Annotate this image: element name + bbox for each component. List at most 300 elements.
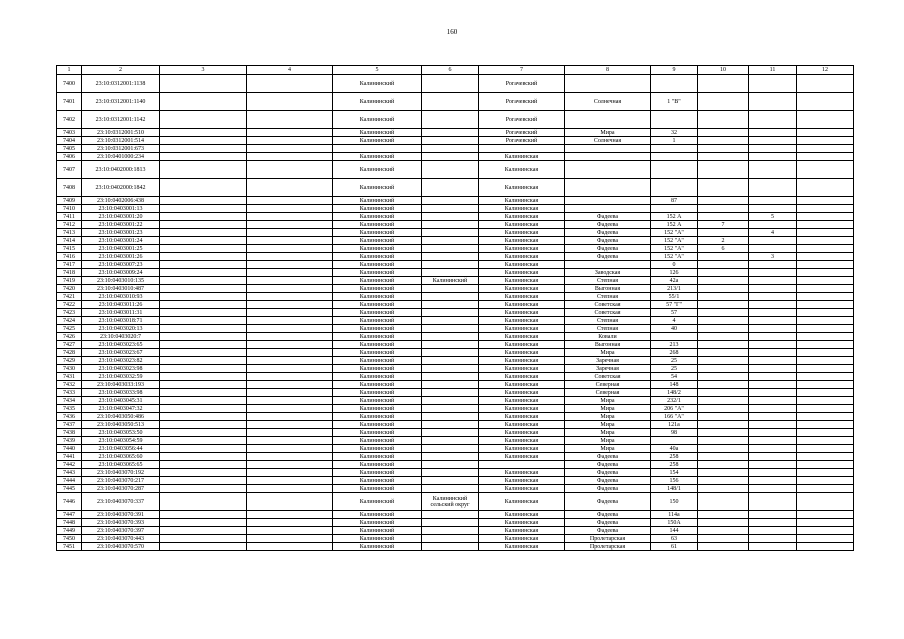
table-cell: 23:10:0312001:1138 bbox=[82, 75, 160, 93]
table-cell: Калининская bbox=[479, 333, 565, 341]
table-cell bbox=[422, 317, 479, 325]
table-cell: Выгонная bbox=[565, 285, 651, 293]
table-cell: Калининский bbox=[333, 421, 422, 429]
table-cell bbox=[247, 341, 333, 349]
table-cell: Калининский bbox=[333, 137, 422, 145]
table-cell: 7 bbox=[698, 221, 749, 229]
table-row bbox=[57, 237, 854, 245]
table-cell: 0 bbox=[651, 261, 698, 269]
table-cell bbox=[749, 405, 797, 413]
table-cell bbox=[749, 527, 797, 535]
table-row bbox=[57, 229, 854, 237]
table-cell: 87 bbox=[651, 197, 698, 205]
table-cell bbox=[797, 111, 854, 129]
table-cell bbox=[698, 445, 749, 453]
table-cell bbox=[247, 75, 333, 93]
table-cell: 61 bbox=[651, 543, 698, 551]
table-cell bbox=[749, 317, 797, 325]
table-cell: 23:10:0403070:217 bbox=[82, 477, 160, 485]
table-cell: Калининский bbox=[333, 153, 422, 161]
table-cell bbox=[698, 93, 749, 111]
table-cell: Мира bbox=[565, 397, 651, 405]
table-cell bbox=[422, 485, 479, 493]
table-cell: 232/1 bbox=[651, 397, 698, 405]
table-cell: 32 bbox=[651, 129, 698, 137]
table-row bbox=[57, 477, 854, 485]
table-cell bbox=[698, 261, 749, 269]
table-cell bbox=[422, 341, 479, 349]
table-cell bbox=[247, 381, 333, 389]
table-cell bbox=[797, 445, 854, 453]
table-cell: Мира bbox=[565, 129, 651, 137]
table-cell: 7415 bbox=[57, 245, 82, 253]
table-row bbox=[57, 469, 854, 477]
table-row bbox=[57, 389, 854, 397]
table-cell bbox=[698, 309, 749, 317]
page-number: 160 bbox=[446, 28, 458, 36]
table-cell bbox=[749, 261, 797, 269]
table-cell bbox=[160, 301, 247, 309]
table-cell: 7451 bbox=[57, 543, 82, 551]
table-cell bbox=[160, 429, 247, 437]
table-cell: 23:10:0403001:22 bbox=[82, 221, 160, 229]
table-cell bbox=[160, 405, 247, 413]
table-cell: Солнечная bbox=[565, 93, 651, 111]
column-header: 1 bbox=[57, 66, 82, 75]
table-cell bbox=[749, 437, 797, 445]
table-cell: 258 bbox=[651, 453, 698, 461]
table-cell: 23:10:0402006:438 bbox=[82, 197, 160, 205]
table-cell bbox=[698, 341, 749, 349]
table-cell bbox=[247, 145, 333, 153]
table-cell: Заводская bbox=[565, 269, 651, 277]
table-cell bbox=[698, 461, 749, 469]
table-cell bbox=[651, 153, 698, 161]
table-cell: 7439 bbox=[57, 437, 82, 445]
table-cell bbox=[698, 197, 749, 205]
table-cell bbox=[797, 477, 854, 485]
table-cell bbox=[247, 221, 333, 229]
table-row bbox=[57, 365, 854, 373]
table-cell bbox=[698, 325, 749, 333]
table-cell bbox=[247, 229, 333, 237]
table-cell: 7404 bbox=[57, 137, 82, 145]
table-cell bbox=[797, 317, 854, 325]
table-cell: Калининский bbox=[333, 93, 422, 111]
table-cell bbox=[797, 381, 854, 389]
table-row bbox=[57, 461, 854, 469]
table-cell bbox=[797, 285, 854, 293]
table-cell bbox=[797, 245, 854, 253]
table-cell bbox=[651, 111, 698, 129]
table-cell: Рогачевский bbox=[479, 137, 565, 145]
table-cell: Калининский bbox=[333, 261, 422, 269]
table-row bbox=[57, 309, 854, 317]
table-cell bbox=[565, 205, 651, 213]
table-cell: Фадеева bbox=[565, 245, 651, 253]
table-cell bbox=[160, 137, 247, 145]
table-cell: Калининская bbox=[479, 341, 565, 349]
table-cell: Мира bbox=[565, 421, 651, 429]
table-cell bbox=[422, 527, 479, 535]
table-cell: 23:10:0403010:487 bbox=[82, 285, 160, 293]
table-cell: Калининская bbox=[479, 317, 565, 325]
table-cell bbox=[797, 527, 854, 535]
column-header: 12 bbox=[797, 66, 854, 75]
table-cell: Советская bbox=[565, 301, 651, 309]
table-cell bbox=[797, 253, 854, 261]
table-cell bbox=[247, 527, 333, 535]
table-cell bbox=[247, 405, 333, 413]
table-cell bbox=[749, 161, 797, 179]
table-cell bbox=[749, 145, 797, 153]
table-cell bbox=[160, 333, 247, 341]
table-cell bbox=[698, 145, 749, 153]
table-cell bbox=[749, 221, 797, 229]
table-cell: 23:10:0403001:23 bbox=[82, 229, 160, 237]
table-cell bbox=[422, 213, 479, 221]
column-header: 11 bbox=[749, 66, 797, 75]
table-cell bbox=[797, 269, 854, 277]
table-cell: 7421 bbox=[57, 293, 82, 301]
table-cell: 152 "А" bbox=[651, 253, 698, 261]
table-cell: 23:10:0403001:24 bbox=[82, 237, 160, 245]
table-cell bbox=[160, 317, 247, 325]
table-cell bbox=[565, 261, 651, 269]
table-cell bbox=[749, 341, 797, 349]
table-cell: Фадеева bbox=[565, 469, 651, 477]
table-cell: 114а bbox=[651, 511, 698, 519]
table-cell bbox=[247, 421, 333, 429]
table-row bbox=[57, 397, 854, 405]
table-row bbox=[57, 111, 854, 129]
table-cell bbox=[247, 293, 333, 301]
table-cell: 23:10:0403065:60 bbox=[82, 453, 160, 461]
table-cell bbox=[698, 213, 749, 221]
table-cell bbox=[698, 293, 749, 301]
table-cell: 7434 bbox=[57, 397, 82, 405]
table-cell: Калининский bbox=[333, 389, 422, 397]
table-cell: Калининская bbox=[479, 237, 565, 245]
table-row bbox=[57, 429, 854, 437]
table-cell bbox=[160, 469, 247, 477]
table-cell bbox=[422, 137, 479, 145]
table-cell bbox=[749, 373, 797, 381]
table-cell bbox=[422, 461, 479, 469]
table-cell bbox=[797, 179, 854, 197]
table-cell: Мира bbox=[565, 429, 651, 437]
table-cell bbox=[797, 397, 854, 405]
table-cell: 23:10:0403011:26 bbox=[82, 301, 160, 309]
table-cell bbox=[749, 493, 797, 511]
table-cell: Калининская bbox=[479, 277, 565, 285]
table-cell: Калининская bbox=[479, 245, 565, 253]
table-cell: Калининская bbox=[479, 543, 565, 551]
column-header: 10 bbox=[698, 66, 749, 75]
table-cell bbox=[797, 293, 854, 301]
table-cell: Калининская bbox=[479, 381, 565, 389]
table-cell: Калининская bbox=[479, 197, 565, 205]
table-cell bbox=[160, 341, 247, 349]
table-cell: Калининский bbox=[333, 429, 422, 437]
table-cell bbox=[698, 429, 749, 437]
table-cell: Калининский bbox=[333, 229, 422, 237]
table-cell: 213/1 bbox=[651, 285, 698, 293]
table-cell: 7432 bbox=[57, 381, 82, 389]
table-cell: 6 bbox=[698, 245, 749, 253]
table-cell bbox=[698, 373, 749, 381]
table-cell bbox=[749, 381, 797, 389]
table-cell: 23:10:0403010:93 bbox=[82, 293, 160, 301]
table-cell: 23:10:0403070:337 bbox=[82, 493, 160, 511]
table-cell bbox=[749, 205, 797, 213]
table-cell bbox=[422, 429, 479, 437]
table-cell: 3 bbox=[749, 253, 797, 261]
table-cell bbox=[797, 161, 854, 179]
table-cell bbox=[247, 261, 333, 269]
table-cell bbox=[247, 373, 333, 381]
table-row bbox=[57, 179, 854, 197]
table-cell bbox=[797, 261, 854, 269]
table-row bbox=[57, 493, 854, 511]
table-cell: Калининский bbox=[333, 205, 422, 213]
table-cell bbox=[247, 309, 333, 317]
table-cell: 7403 bbox=[57, 129, 82, 137]
table-cell bbox=[160, 543, 247, 551]
table-cell bbox=[698, 421, 749, 429]
table-cell: 23:10:0403018:71 bbox=[82, 317, 160, 325]
table-cell bbox=[422, 261, 479, 269]
table-cell: 152 А bbox=[651, 221, 698, 229]
table-cell bbox=[749, 153, 797, 161]
table-cell: Калининский bbox=[333, 277, 422, 285]
table-cell bbox=[333, 145, 422, 153]
column-header: 4 bbox=[247, 66, 333, 75]
table-cell bbox=[247, 161, 333, 179]
table-cell: Рогачевский bbox=[479, 111, 565, 129]
table-cell: 57 "Г" bbox=[651, 301, 698, 309]
table-cell bbox=[749, 397, 797, 405]
table-cell bbox=[422, 453, 479, 461]
table-cell bbox=[651, 179, 698, 197]
table-cell bbox=[160, 75, 247, 93]
table-cell: Фадеева bbox=[565, 493, 651, 511]
table-cell bbox=[749, 365, 797, 373]
table-cell bbox=[160, 93, 247, 111]
table-cell: Калининская bbox=[479, 445, 565, 453]
table-cell: Калининский bbox=[333, 285, 422, 293]
table-cell: 7433 bbox=[57, 389, 82, 397]
table-cell: 23:10:0403020:13 bbox=[82, 325, 160, 333]
table-cell bbox=[422, 519, 479, 527]
table-cell bbox=[247, 301, 333, 309]
table-cell: Калининский bbox=[333, 75, 422, 93]
table-cell: Калининский bbox=[333, 437, 422, 445]
table-cell: 7405 bbox=[57, 145, 82, 153]
table-cell: Калининский bbox=[333, 461, 422, 469]
table-cell bbox=[749, 179, 797, 197]
table-cell bbox=[247, 179, 333, 197]
table-cell bbox=[422, 349, 479, 357]
table-cell: Калининская bbox=[479, 519, 565, 527]
data-table bbox=[56, 65, 854, 551]
table-cell bbox=[749, 485, 797, 493]
table-cell: Рогачевский bbox=[479, 93, 565, 111]
table-cell bbox=[160, 349, 247, 357]
table-row bbox=[57, 75, 854, 93]
table-cell bbox=[565, 197, 651, 205]
table-cell bbox=[749, 357, 797, 365]
table-cell: Калининская bbox=[479, 179, 565, 197]
table-cell bbox=[698, 477, 749, 485]
table-cell bbox=[797, 349, 854, 357]
table-cell bbox=[749, 477, 797, 485]
column-header: 3 bbox=[160, 66, 247, 75]
table-cell: Мира bbox=[565, 405, 651, 413]
table-cell: Калининский bbox=[333, 161, 422, 179]
table-cell bbox=[247, 511, 333, 519]
table-cell bbox=[749, 285, 797, 293]
table-cell: Калининский bbox=[333, 477, 422, 485]
table-cell: Калининская bbox=[479, 511, 565, 519]
table-cell bbox=[797, 493, 854, 511]
table-cell bbox=[698, 179, 749, 197]
table-cell: Калининский bbox=[333, 381, 422, 389]
table-cell bbox=[749, 333, 797, 341]
table-cell bbox=[698, 535, 749, 543]
table-cell: 23:10:0312001:514 bbox=[82, 137, 160, 145]
table-cell: 4 bbox=[651, 317, 698, 325]
table-cell bbox=[749, 129, 797, 137]
table-cell bbox=[797, 213, 854, 221]
table-cell bbox=[698, 413, 749, 421]
table-cell bbox=[698, 111, 749, 129]
table-cell bbox=[247, 543, 333, 551]
table-cell: Калининская bbox=[479, 527, 565, 535]
table-cell bbox=[160, 145, 247, 153]
table-cell: 121а bbox=[651, 421, 698, 429]
table-cell: 7414 bbox=[57, 237, 82, 245]
table-row bbox=[57, 197, 854, 205]
table-cell bbox=[749, 389, 797, 397]
table-cell bbox=[565, 145, 651, 153]
table-cell bbox=[749, 309, 797, 317]
table-cell: Калининский bbox=[333, 301, 422, 309]
table-cell: Рогачевский bbox=[479, 129, 565, 137]
table-cell bbox=[698, 277, 749, 285]
table-cell bbox=[797, 237, 854, 245]
table-row bbox=[57, 519, 854, 527]
table-cell: 126 bbox=[651, 269, 698, 277]
table-cell: 150А bbox=[651, 519, 698, 527]
table-cell: 7411 bbox=[57, 213, 82, 221]
table-cell bbox=[797, 429, 854, 437]
table-cell: 23:10:0312001:510 bbox=[82, 129, 160, 137]
table-cell bbox=[160, 309, 247, 317]
table-row bbox=[57, 357, 854, 365]
table-cell bbox=[422, 129, 479, 137]
table-cell: Калининская bbox=[479, 365, 565, 373]
table-cell bbox=[797, 357, 854, 365]
table-cell bbox=[749, 325, 797, 333]
table-cell bbox=[160, 213, 247, 221]
table-cell: 213 bbox=[651, 341, 698, 349]
table-cell: 7442 bbox=[57, 461, 82, 469]
table-cell: Калининский bbox=[333, 325, 422, 333]
table-cell bbox=[698, 153, 749, 161]
table-cell bbox=[160, 221, 247, 229]
table-cell: Калининская bbox=[479, 221, 565, 229]
table-cell bbox=[797, 205, 854, 213]
table-cell: Заречная bbox=[565, 365, 651, 373]
table-cell bbox=[247, 205, 333, 213]
table-cell: Калининская bbox=[479, 213, 565, 221]
table-row bbox=[57, 405, 854, 413]
table-cell bbox=[422, 245, 479, 253]
table-cell bbox=[698, 469, 749, 477]
table-cell bbox=[160, 511, 247, 519]
table-cell: Фадеева bbox=[565, 527, 651, 535]
table-cell: Пролетарская bbox=[565, 535, 651, 543]
table-cell bbox=[797, 229, 854, 237]
table-cell: Калининский bbox=[422, 277, 479, 285]
table-cell bbox=[797, 535, 854, 543]
table-cell bbox=[651, 145, 698, 153]
table-cell bbox=[422, 445, 479, 453]
table-cell bbox=[247, 519, 333, 527]
table-cell: Северная bbox=[565, 381, 651, 389]
table-cell: Калининский bbox=[333, 373, 422, 381]
table-cell bbox=[422, 413, 479, 421]
table-cell bbox=[698, 75, 749, 93]
table-cell: 7402 bbox=[57, 111, 82, 129]
table-row bbox=[57, 213, 854, 221]
table-cell: 23:10:0403047:32 bbox=[82, 405, 160, 413]
table-cell bbox=[797, 137, 854, 145]
table-row bbox=[57, 543, 854, 551]
table-cell bbox=[160, 373, 247, 381]
table-cell bbox=[422, 293, 479, 301]
table-cell: Калининский bbox=[333, 543, 422, 551]
table-cell: Калининская bbox=[479, 153, 565, 161]
table-cell: 23:10:0403023:67 bbox=[82, 349, 160, 357]
table-cell bbox=[247, 253, 333, 261]
table-cell: Калининская bbox=[479, 535, 565, 543]
table-cell bbox=[797, 153, 854, 161]
table-cell bbox=[422, 309, 479, 317]
table-row bbox=[57, 445, 854, 453]
table-cell: Рогачевский bbox=[479, 75, 565, 93]
table-cell bbox=[749, 535, 797, 543]
table-cell: 42а bbox=[651, 277, 698, 285]
table-cell bbox=[422, 397, 479, 405]
table-cell: 7424 bbox=[57, 317, 82, 325]
table-cell: Калининская bbox=[479, 301, 565, 309]
table-cell: 7444 bbox=[57, 477, 82, 485]
table-cell: 55/1 bbox=[651, 293, 698, 301]
table-cell: 2 bbox=[698, 237, 749, 245]
table-cell bbox=[651, 75, 698, 93]
table-cell: 152 А bbox=[651, 213, 698, 221]
table-cell bbox=[698, 229, 749, 237]
table-cell: 7441 bbox=[57, 453, 82, 461]
table-cell bbox=[422, 153, 479, 161]
table-cell: Калининская bbox=[479, 285, 565, 293]
table-cell bbox=[749, 469, 797, 477]
table-cell bbox=[698, 137, 749, 145]
table-cell bbox=[160, 437, 247, 445]
table-cell: 40а bbox=[651, 445, 698, 453]
